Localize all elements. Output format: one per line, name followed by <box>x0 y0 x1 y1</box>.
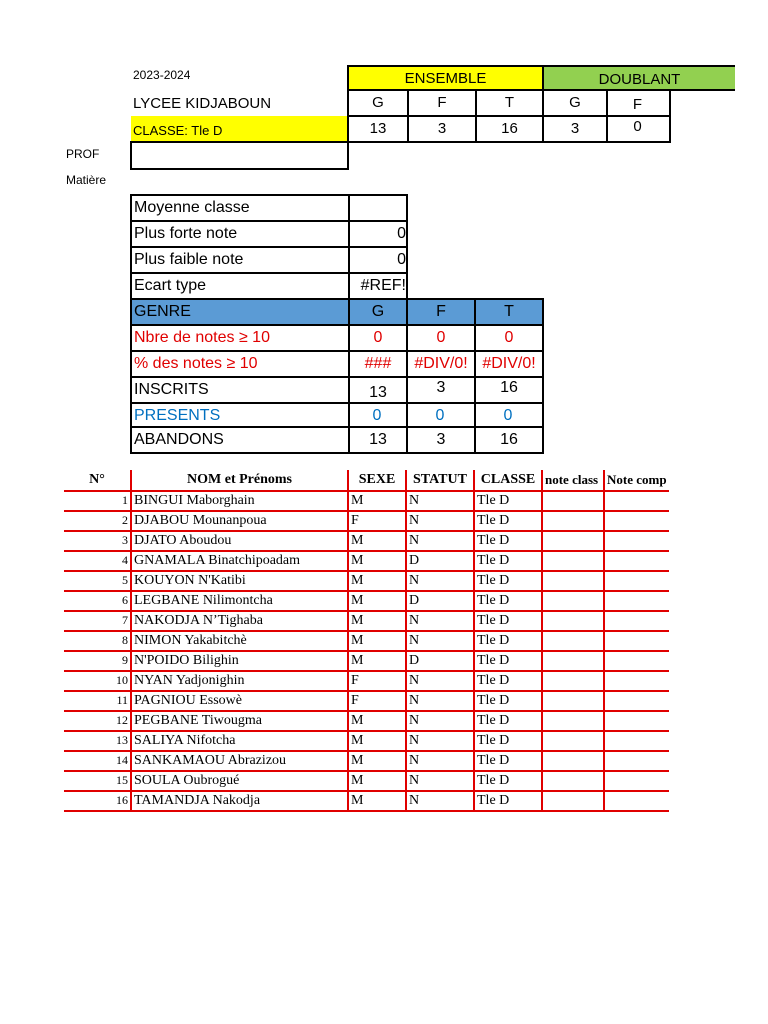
student-name: PAGNIOU Essowè <box>131 691 348 711</box>
student-statut: N <box>406 691 474 711</box>
note-class-cell[interactable] <box>542 631 604 651</box>
student-classe: Tle D <box>474 711 542 731</box>
student-statut: N <box>406 631 474 651</box>
genre-label: GENRE <box>130 298 350 326</box>
student-name: TAMANDJA Nakodja <box>131 791 348 811</box>
student-sexe: M <box>348 611 406 631</box>
note-class-cell[interactable] <box>542 551 604 571</box>
table-row <box>64 691 669 711</box>
col-header-note-comp: Note comp <box>604 470 669 491</box>
ensemble-val-t: 16 <box>475 115 544 143</box>
table-row <box>64 791 669 811</box>
row-number: 4 <box>64 551 131 571</box>
nbre-f: 0 <box>406 324 476 352</box>
student-statut: D <box>406 651 474 671</box>
inscrits-label: INSCRITS <box>130 376 350 404</box>
student-statut: N <box>406 731 474 751</box>
note-comp-cell[interactable] <box>604 571 669 591</box>
col-header-name: NOM et Prénoms <box>131 470 348 491</box>
row-number: 14 <box>64 751 131 771</box>
note-comp-cell[interactable] <box>604 591 669 611</box>
student-name: NAKODJA N’Tighaba <box>131 611 348 631</box>
student-classe: Tle D <box>474 651 542 671</box>
student-classe: Tle D <box>474 551 542 571</box>
table-row <box>64 551 669 571</box>
note-comp-cell[interactable] <box>604 531 669 551</box>
col-header-sexe: SEXE <box>348 470 406 491</box>
row-number: 13 <box>64 731 131 751</box>
col-header-note-class: note class <box>542 470 604 491</box>
note-comp-cell[interactable] <box>604 631 669 651</box>
student-sexe: M <box>348 571 406 591</box>
class-label: CLASSE: Tle D <box>131 116 348 142</box>
note-comp-cell[interactable] <box>604 711 669 731</box>
inscrits-f: 3 <box>406 376 476 404</box>
ecart-value: #REF! <box>348 272 408 300</box>
col-header-num: N° <box>64 470 131 491</box>
table-row <box>64 671 669 691</box>
doublant-col-g: G <box>542 89 608 117</box>
note-comp-cell[interactable] <box>604 731 669 751</box>
genre-col-t: T <box>474 298 544 326</box>
student-sexe: M <box>348 531 406 551</box>
table-row <box>64 611 669 631</box>
note-class-cell[interactable] <box>542 771 604 791</box>
ensemble-header: ENSEMBLE <box>347 65 544 91</box>
note-class-cell[interactable] <box>542 571 604 591</box>
pct-g: ### <box>348 350 408 378</box>
student-classe: Tle D <box>474 511 542 531</box>
nbre-g: 0 <box>348 324 408 352</box>
table-row <box>64 631 669 651</box>
note-class-cell[interactable] <box>542 491 604 511</box>
student-statut: N <box>406 711 474 731</box>
student-name: SALIYA Nifotcha <box>131 731 348 751</box>
student-classe: Tle D <box>474 751 542 771</box>
row-number: 9 <box>64 651 131 671</box>
pct-t: #DIV/0! <box>474 350 544 378</box>
student-classe: Tle D <box>474 731 542 751</box>
doublant-val-f: 0 <box>606 115 671 143</box>
abandons-f: 3 <box>406 426 476 454</box>
ensemble-col-f: F <box>407 89 477 117</box>
roster-header-row <box>64 470 669 491</box>
note-comp-cell[interactable] <box>604 511 669 531</box>
student-sexe: F <box>348 511 406 531</box>
note-class-cell[interactable] <box>542 751 604 771</box>
pct-label: % des notes ≥ 10 <box>130 350 350 378</box>
matiere-label: Matière <box>66 173 107 187</box>
student-sexe: M <box>348 551 406 571</box>
forte-label: Plus forte note <box>130 220 350 248</box>
doublant-col-f: F <box>606 89 671 117</box>
student-statut: N <box>406 671 474 691</box>
student-classe: Tle D <box>474 491 542 511</box>
note-comp-cell[interactable] <box>604 791 669 811</box>
note-comp-cell[interactable] <box>604 691 669 711</box>
presents-t: 0 <box>474 402 544 428</box>
student-classe: Tle D <box>474 571 542 591</box>
note-class-cell[interactable] <box>542 651 604 671</box>
student-name: NIMON Yakabitchè <box>131 631 348 651</box>
student-name: N'POIDO Bilighin <box>131 651 348 671</box>
note-comp-cell[interactable] <box>604 671 669 691</box>
student-statut: D <box>406 551 474 571</box>
note-class-cell[interactable] <box>542 791 604 811</box>
student-name: DJABOU Mounanpoua <box>131 511 348 531</box>
school-name: LYCEE KIDJABOUN <box>133 95 272 112</box>
note-class-cell[interactable] <box>542 731 604 751</box>
row-number: 7 <box>64 611 131 631</box>
student-sexe: M <box>348 771 406 791</box>
note-comp-cell[interactable] <box>604 771 669 791</box>
row-number: 3 <box>64 531 131 551</box>
student-classe: Tle D <box>474 531 542 551</box>
inscrits-g: 13 <box>348 376 408 404</box>
row-number: 11 <box>64 691 131 711</box>
abandons-label: ABANDONS <box>130 426 350 454</box>
note-class-cell[interactable] <box>542 511 604 531</box>
faible-label: Plus faible note <box>130 246 350 274</box>
student-sexe: M <box>348 731 406 751</box>
student-sexe: M <box>348 631 406 651</box>
ensemble-col-g: G <box>347 89 409 117</box>
student-name: GNAMALA Binatchipoadam <box>131 551 348 571</box>
student-statut: N <box>406 511 474 531</box>
student-sexe: M <box>348 791 406 811</box>
table-row <box>64 511 669 531</box>
student-statut: N <box>406 531 474 551</box>
student-classe: Tle D <box>474 611 542 631</box>
note-comp-cell[interactable] <box>604 491 669 511</box>
table-row <box>64 591 669 611</box>
row-number: 12 <box>64 711 131 731</box>
faible-value: 0 <box>348 246 408 274</box>
note-class-cell[interactable] <box>542 591 604 611</box>
student-classe: Tle D <box>474 591 542 611</box>
student-sexe: M <box>348 751 406 771</box>
table-row <box>64 571 669 591</box>
moyenne-value <box>348 194 408 222</box>
student-classe: Tle D <box>474 691 542 711</box>
note-class-cell[interactable] <box>542 671 604 691</box>
student-name: NYAN Yadjonighin <box>131 671 348 691</box>
table-row <box>64 531 669 551</box>
note-class-cell[interactable] <box>542 691 604 711</box>
table-row <box>64 491 669 511</box>
ensemble-val-g: 13 <box>347 115 409 143</box>
school-year: 2023-2024 <box>133 68 191 82</box>
row-number: 10 <box>64 671 131 691</box>
row-number: 5 <box>64 571 131 591</box>
pct-f: #DIV/0! <box>406 350 476 378</box>
student-name: BINGUI Maborghain <box>131 491 348 511</box>
col-header-classe: CLASSE <box>474 470 542 491</box>
doublant-val-g: 3 <box>542 115 608 143</box>
prof-label: PROF <box>66 147 100 161</box>
table-row <box>64 751 669 771</box>
student-name: LEGBANE Nilimontcha <box>131 591 348 611</box>
genre-col-g: G <box>348 298 408 326</box>
table-row <box>64 651 669 671</box>
ensemble-val-f: 3 <box>407 115 477 143</box>
row-number: 16 <box>64 791 131 811</box>
row-number: 2 <box>64 511 131 531</box>
student-sexe: M <box>348 591 406 611</box>
note-class-cell[interactable] <box>542 531 604 551</box>
student-statut: D <box>406 591 474 611</box>
student-statut: N <box>406 571 474 591</box>
ecart-label: Ecart type <box>130 272 350 300</box>
abandons-g: 13 <box>348 426 408 454</box>
note-comp-cell[interactable] <box>604 551 669 571</box>
student-sexe: M <box>348 651 406 671</box>
presents-f: 0 <box>406 402 476 428</box>
note-class-cell[interactable] <box>542 611 604 631</box>
student-sexe: F <box>348 671 406 691</box>
student-name: DJATO Aboudou <box>131 531 348 551</box>
student-statut: N <box>406 791 474 811</box>
row-number: 15 <box>64 771 131 791</box>
doublant-header: DOUBLANT <box>544 65 735 91</box>
abandons-t: 16 <box>474 426 544 454</box>
student-classe: Tle D <box>474 791 542 811</box>
student-classe: Tle D <box>474 631 542 651</box>
col-header-statut: STATUT <box>406 470 474 491</box>
student-name: PEGBANE Tiwougma <box>131 711 348 731</box>
note-comp-cell[interactable] <box>604 751 669 771</box>
row-number: 1 <box>64 491 131 511</box>
student-classe: Tle D <box>474 671 542 691</box>
forte-value: 0 <box>348 220 408 248</box>
student-roster-table <box>64 470 669 812</box>
student-statut: N <box>406 771 474 791</box>
student-statut: N <box>406 751 474 771</box>
inscrits-t: 16 <box>474 376 544 404</box>
student-name: SOULA Oubrogué <box>131 771 348 791</box>
presents-label: PRESENTS <box>130 402 350 428</box>
student-name: SANKAMAOU Abrazizou <box>131 751 348 771</box>
row-number: 6 <box>64 591 131 611</box>
note-class-cell[interactable] <box>542 711 604 731</box>
row-number: 8 <box>64 631 131 651</box>
presents-g: 0 <box>348 402 408 428</box>
genre-col-f: F <box>406 298 476 326</box>
nbre-t: 0 <box>474 324 544 352</box>
student-name: KOUYON N'Katibi <box>131 571 348 591</box>
student-classe: Tle D <box>474 771 542 791</box>
table-row <box>64 711 669 731</box>
note-comp-cell[interactable] <box>604 651 669 671</box>
moyenne-label: Moyenne classe <box>130 194 350 222</box>
student-statut: N <box>406 611 474 631</box>
ensemble-col-t: T <box>475 89 544 117</box>
nbre-label: Nbre de notes ≥ 10 <box>130 324 350 352</box>
student-statut: N <box>406 491 474 511</box>
prof-field[interactable] <box>130 141 349 170</box>
table-row <box>64 731 669 751</box>
student-sexe: M <box>348 711 406 731</box>
note-comp-cell[interactable] <box>604 611 669 631</box>
student-sexe: F <box>348 691 406 711</box>
student-sexe: M <box>348 491 406 511</box>
table-row <box>64 771 669 791</box>
